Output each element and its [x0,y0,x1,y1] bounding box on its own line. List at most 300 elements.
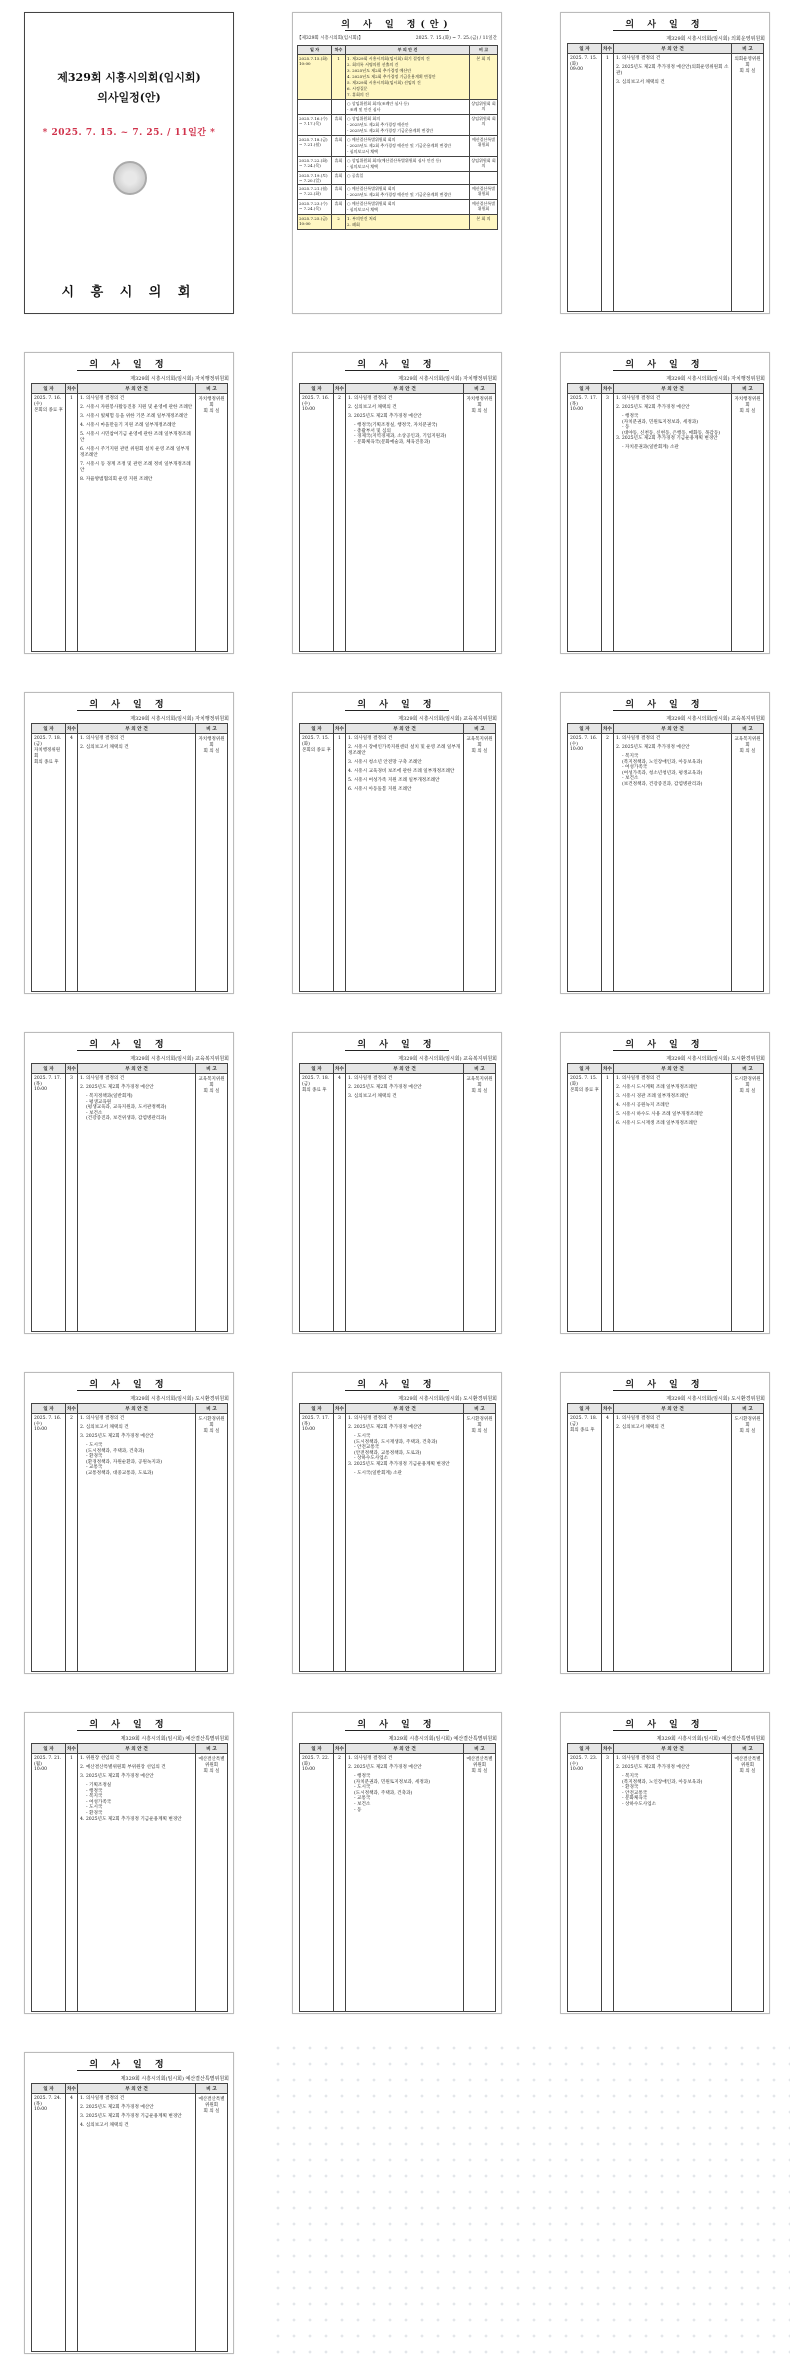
agenda-item: 3. 심의보고서 채택의 건 [348,1094,397,1099]
agenda-item: 4. 시흥시 공원녹지 조례안 [616,1103,670,1108]
title-underline [613,370,717,371]
agenda-item: 1. 의사일정 결정의 건 [80,396,125,401]
col-note-header: 비 고 [464,384,496,394]
agenda-page [560,12,770,314]
summary-items [346,55,470,100]
agenda-subitem: - 안전교통국 [354,1445,380,1451]
agenda-table [567,1403,764,1672]
summary-items [346,185,470,200]
agenda-subitem: - 평생교육원 [86,1099,112,1105]
agenda-note: 예산결산특별위원회 회 의 실 [196,2094,228,2352]
agenda-subitem: (도시정책과, 도시재생과, 주택과, 건축과) [354,1439,438,1445]
committee-session: 제329회 시흥시의회(임시회) 교육복지위원회 [398,716,497,722]
title-underline [613,30,717,31]
agenda-no: 4 [66,734,78,992]
agenda-subitem: - 여성가족국 [622,765,648,771]
agenda-item: 3. 시흥시 경관 조례 일부개정조례안 [616,1094,689,1099]
agenda-items [614,1414,732,1672]
agenda-page [292,1372,502,1674]
agenda-note: 교육복지위원회 회 의 실 [732,734,764,992]
committee-session: 제329회 시흥시의회(임시회) 교육복지위원회 [666,716,765,722]
col-date-header: 일 자 [568,1064,602,1074]
col-note-header: 비 고 [732,1404,764,1414]
agenda-items [346,1754,464,2012]
col-note-header: 비 고 [196,1064,228,1074]
agenda-subitem: - 도시국 [354,1785,371,1791]
col-date-header: 일 자 [32,1064,66,1074]
col-note-header: 비 고 [464,1064,496,1074]
agenda-items [614,734,732,992]
agenda-subitem: (복지정책과, 노인장애인과, 아동보육과) [622,759,703,765]
agenda-date: 2025. 7. 21. (월) 10:00 [32,1754,66,2012]
agenda-date: 2025. 7. 16. (수) 10:00 [568,734,602,992]
agenda-item: 2. 2025년도 제2회 추가경정 예산안 [348,1085,422,1090]
agenda-row [568,394,764,652]
col-note-header: 비 고 [196,724,228,734]
agenda-item: 1. 의사일정 결정의 건 [348,736,393,741]
committee-session: 제329회 시흥시의회(임시회) 도시환경위원회 [666,1396,765,1402]
summary-item: 1. 제329회 시흥시의회(임시회) 회기 결정의 건 [347,56,430,61]
col-item-header: 부 의 안 건 [78,1064,196,1074]
agenda-row [32,1754,228,2012]
agenda-subitem: - 상하수도사업소 [622,1801,657,1807]
col-item-header: 부 의 안 건 [346,384,464,394]
agenda-subitem: (대야동, 신천동, 신현동, 은행동, 매화동, 목감동) [622,430,721,436]
col-date-header: 일 자 [32,384,66,394]
agenda-page [24,1712,234,2014]
title-underline [77,2070,181,2071]
page-title: 의 사 일 정 [357,1720,437,1730]
summary-items [346,157,470,172]
col-note-header: 비 고 [196,384,228,394]
agenda-date: 2025. 7. 15. (화) 09:00 [568,54,602,312]
agenda-date: 2025. 7. 15. (화) 본회의 종료 후 [300,734,334,992]
col-no-header: 차수 [602,1404,614,1414]
agenda-item: 2. 2025년도 제2회 추가경정 예산안 [80,1085,154,1090]
agenda-no: 4 [334,1074,346,1332]
col-item-header: 부 의 안 건 [78,724,196,734]
agenda-item: 2. 2025년도 제2회 추가경정 예산안 [616,745,690,750]
col-item-header: 부 의 안 건 [614,1404,732,1414]
agenda-note: 자치행정위원회 회 의 실 [732,394,764,652]
summary-item: ○ 상임위원회 회의 [347,116,381,121]
agenda-item: 1. 의사일정 결정의 건 [616,396,661,401]
agenda-item: 6. 시흥시 아동돌봄 지원 조례안 [348,787,412,792]
summary-items [346,215,470,230]
agenda-subitem: - 도시국 [86,1443,103,1448]
agenda-row [300,1074,496,1332]
agenda-table [299,1063,496,1332]
summary-item: 7. 휴회의 건 [347,92,369,97]
agenda-no: 2 [66,1414,78,1672]
agenda-subitem: - 도시국 [86,1805,103,1811]
summary-items [346,136,470,157]
agenda-subitem: - 동 [622,425,630,431]
agenda-item: 3. 2025년도 제2회 추가경정 기금운용계획 변경안 [80,2114,182,2119]
agenda-item: 1. 의사일정 결정의 건 [348,1076,393,1081]
agenda-item: 5. 시흥시 시민참여기금 운영에 관한 조례 일부개정조례안 [80,432,191,443]
agenda-subitem: - 환경국 [622,1785,639,1791]
agenda-subitem: (교통정책과, 대중교통과, 도로과) [86,1470,154,1476]
agenda-no: 1 [66,1754,78,2012]
agenda-row [568,1754,764,2012]
agenda-item: 1. 의사일정 결정의 건 [348,396,393,401]
committee-session: 제329회 시흥시의회(임시회) 자치행정위원회 [130,716,229,722]
agenda-items [614,1074,732,1332]
col-item-header: 부 의 안 건 [614,1064,732,1074]
summary-note: 예산결산특별 위원회 [470,136,498,157]
col-no-header: 차수 [602,44,614,54]
summary-date: 2025.7.16.(수) ~ 7.17.(목) [298,115,332,136]
agenda-table [31,2083,228,2352]
agenda-item: 2. 시흥시 장애인가족지원센터 설치 및 운영 조례 일부개정조례안 [348,745,461,756]
summary-date [298,100,332,115]
col-no-header: 차수 [602,724,614,734]
agenda-subitem: - 도시국(일반회계) 소관 [354,1470,402,1476]
col-no-header: 차수 [66,724,78,734]
agenda-subitem: - 행정국 [622,414,639,419]
agenda-item: 3. 2025년도 제2회 추가경정 기금운용계획 변경안 [348,1461,450,1467]
page-title: 의 사 일 정 [89,700,169,710]
col-no-header: 차수 [66,2084,78,2094]
summary-note: 상임위원회 회 의 [470,100,498,115]
col-item-header: 부 의 안 건 [78,1404,196,1414]
committee-session: 제329회 시흥시의회(임시회) 도시환경위원회 [666,1056,765,1062]
title-underline [77,1390,181,1391]
summary-items [346,200,470,215]
col-item-header: 부 의 안 건 [614,384,732,394]
agenda-subitem: (평생교육과, 교육지원과, 도서관정책과) [86,1105,167,1111]
agenda-row [32,394,228,652]
agenda-page [24,352,234,654]
agenda-note: 교육복지위원회 회 의 실 [464,734,496,992]
page-title: 의 사 일 정 [357,1380,437,1390]
summary-item: - 심의보고서 채택 [347,149,378,154]
agenda-table [31,383,228,652]
col-item-header: 부 의 안 건 [346,46,470,55]
agenda-items [78,394,196,652]
col-item-header: 부 의 안 건 [78,2084,196,2094]
col-item-header: 부 의 안 건 [78,1744,196,1754]
agenda-note: 예산결산특별위원회 회 의 실 [196,1754,228,2012]
summary-note: 예산결산특별 위원회 [470,185,498,200]
agenda-date: 2025. 7. 16. (수) 10:00 [32,1414,66,1672]
agenda-subitem: (보건정책과, 건강증진과, 감염병관리과) [622,781,703,787]
title-underline [613,1730,717,1731]
summary-date: 2025.7.21.(월) ~ 7.22.(화) [298,185,332,200]
col-note-header: 비 고 [464,724,496,734]
committee-session: 제329회 시흥시의회(임시회) 의회운영위원회 [666,36,765,42]
agenda-item: 1. 의사일정 결정의 건 [80,2096,125,2101]
summary-note [470,172,498,185]
summary-row [298,136,498,157]
col-date-header: 일 자 [568,1744,602,1754]
agenda-note: 도시환경위원회 회 의 실 [732,1414,764,1672]
agenda-subitem: - 행정국 [86,1788,103,1794]
cover-council-name: 시 흥 시 의 회 [61,285,197,300]
agenda-note: 교육복지위원회 회 의 실 [464,1074,496,1332]
summary-row [298,115,498,136]
agenda-item: 2. 시흥시 도시계획 조례 일부개정조례안 [616,1085,698,1090]
col-date-header: 일 자 [298,46,332,55]
summary-note: 본 회 의 [470,215,498,230]
col-no-header: 차수 [334,1064,346,1074]
agenda-items [614,54,732,312]
summary-note: 상임위원회 회 의 [470,115,498,136]
agenda-no: 1 [602,54,614,312]
agenda-subitem: - 안전교통국 [622,1790,648,1796]
summary-header-row [297,35,497,41]
agenda-subitem: - 상하수도사업소 [354,1456,389,1462]
col-no-header: 차수 [66,384,78,394]
col-date-header: 일 자 [568,44,602,54]
agenda-items [346,1414,464,1672]
summary-item: ○ 예산결산특별위원회 회의 [347,137,396,142]
col-item-header: 부 의 안 건 [614,44,732,54]
title-underline [345,370,449,371]
summary-item: 4. 2025년도 제2회 추가경정 기금운용계획 변경안 [347,74,436,79]
agenda-item: 2. 2025년도 제2회 추가경정 예산안 [348,1425,422,1430]
page-title: 의 사 일 정 [89,1380,169,1390]
summary-row [298,185,498,200]
agenda-page [560,692,770,994]
summary-item: 2. 폐회 [347,222,360,227]
agenda-item: 1. 의사일정 결정의 건 [616,1416,661,1421]
title-underline [345,1730,449,1731]
title-underline [77,710,181,711]
title-underline [613,1050,717,1051]
agenda-item: 2. 2025년도 제2회 추가경정 예산안 [80,2105,154,2110]
summary-item: ○ 공휴일 [347,173,364,178]
agenda-note: 도시환경위원회 회 의 실 [464,1414,496,1672]
summary-item: - 심의보고서 채택 [347,207,378,212]
summary-no: 휴회 [332,136,346,157]
agenda-no: 1 [334,734,346,992]
summary-item: ○ 예산결산특별위원회 회의 [347,186,396,191]
agenda-subitem: - 문화체육국 [622,1796,648,1802]
agenda-page [560,1712,770,2014]
col-note-header: 비 고 [732,1744,764,1754]
agenda-subitem: (자치분권과, 민원토지정보과, 세정과) [354,1779,430,1785]
agenda-subitem: - 행정국 [354,1774,371,1779]
cover-agenda-title: 의사일정(안) [97,91,161,104]
col-item-header: 부 의 안 건 [346,724,464,734]
agenda-note: 의회운영위원회 회 의 실 [732,54,764,312]
agenda-item: 5. 시흥시 여성가족 지원 조례 일부개정조례안 [348,778,440,783]
agenda-page [560,1372,770,1674]
agenda-item: 1. 의사일정 결정의 건 [616,1756,661,1761]
col-no-header: 차수 [334,1744,346,1754]
col-date-header: 일 자 [568,1404,602,1414]
summary-date: 2025.7.23.(수) ~ 7.24.(목) [298,200,332,215]
col-note-header: 비 고 [732,724,764,734]
summary-title: 의 사 일 정(안) [341,20,453,30]
agenda-table [567,1063,764,1332]
page-title: 의 사 일 정 [625,1720,705,1730]
summary-items [346,172,470,185]
agenda-page [24,1372,234,1674]
page-title: 의 사 일 정 [89,1040,169,1050]
agenda-item: 8. 자율방범협의회 운영 지원 조례안 [80,477,153,482]
agenda-note: 교육복지위원회 회 의 실 [196,1074,228,1332]
agenda-page [24,2052,234,2354]
cover-session-title: 제329회 시흥시의회(임시회) [57,71,201,84]
agenda-item: 4. 시흥시 마을만들기 지원 조례 일부개정조례안 [80,423,176,428]
agenda-subitem: - 복지국 [622,1774,639,1779]
summary-item: 3. 2025년도 제2회 추가경정 예산안 [347,68,412,73]
agenda-item: 4. 시흥시 교육경비 보조에 관한 조례 일부개정조례안 [348,769,455,774]
summary-item: 5. 제329회 시흥시의회(임시회) 선임의 건 [347,80,421,85]
agenda-row [568,1414,764,1672]
agenda-item: 1. 의사일정 결정의 건 [616,736,661,741]
agenda-subitem: (환경정책과, 자원순환과, 공원녹지과) [86,1459,162,1465]
agenda-item: 2. 심의보고서 채택의 건 [348,405,397,410]
title-underline [345,1050,449,1051]
summary-no [332,100,346,115]
col-no-header: 차수 [602,1064,614,1074]
agenda-note: 자치행정위원회 회 의 실 [196,394,228,652]
summary-item: - 심의보고서 채택 [347,164,378,169]
agenda-item: 2. 심의보고서 채택의 건 [80,1425,129,1430]
agenda-row [300,394,496,652]
agenda-item: 2. 심의보고서 채택의 건 [616,1425,665,1430]
col-note-header: 비 고 [464,1404,496,1414]
agenda-subitem: (여성가족과, 청소년청년과, 평생교육과) [622,770,703,776]
col-note-header: 비 고 [470,46,498,55]
agenda-subitem: - 도시국 [354,1434,371,1439]
agenda-items [346,1074,464,1332]
agenda-row [300,734,496,992]
agenda-page [24,1032,234,1334]
col-no-header: 차수 [66,1064,78,1074]
agenda-subitem: - 경제국(지역경제과, 소상공인과, 기업지원과) [354,434,447,440]
agenda-subitem: - 보건소 [86,1110,103,1116]
summary-item: 6. 시정질문 [347,86,368,91]
committee-session: 제329회 시흥시의회(임시회) 도시환경위원회 [398,1396,497,1402]
title-underline [613,710,717,711]
agenda-row [32,734,228,992]
agenda-item: 2. 2025년도 제2회 추가경정 예산안 [616,1765,690,1770]
page-title: 의 사 일 정 [625,1040,705,1050]
agenda-subitem: - 문화체육국(문화예술과, 체육진흥과) [354,439,431,445]
summary-item: ○ 예산결산특별위원회 회의 [347,201,396,206]
agenda-table [31,1743,228,2012]
agenda-subitem: - 총괄부서 및 심의 [354,428,391,434]
agenda-date: 2025. 7. 18. (금) 자치행정위원회 회의 종료 후 [32,734,66,992]
agenda-item: 3. 심의보고서 채택의 건 [616,80,665,85]
agenda-row [32,1074,228,1332]
summary-item: - 2025년도 제2회 추가경정 예산안 및 기금운용계획 변경안 [347,192,452,197]
col-note-header: 비 고 [196,2084,228,2094]
agenda-item: 3. 시흥시 청소년 안전망 구축 조례안 [348,760,422,765]
agenda-row [300,1414,496,1672]
summary-no: 휴회 [332,200,346,215]
agenda-item: 4. 심의보고서 채택의 건 [80,2123,129,2128]
summary-date: 2025.7.15.(화) 10:00 [298,55,332,100]
agenda-subitem: - 교통국 [86,1465,103,1471]
committee-session: 제329회 시흥시의회(임시회) 교육복지위원회 [398,1056,497,1062]
agenda-subitem: (건강증진과, 보건위생과, 감염병관리과) [86,1116,167,1122]
page-title: 의 사 일 정 [625,360,705,370]
col-note-header: 비 고 [464,1744,496,1754]
agenda-subitem: - 복지정책과(일반회계) [86,1094,133,1099]
agenda-subitem: - 기획조정실 [86,1783,112,1788]
summary-table [297,45,498,230]
agenda-date: 2025. 7. 17. (목) 10:00 [32,1074,66,1332]
page-title: 의 사 일 정 [89,360,169,370]
council-seal-icon [113,161,147,195]
summary-date: 2025.7.19.(토) ~ 7.20.(일) [298,172,332,185]
agenda-item: 3. 2025년도 제2회 추가경정 예산안 [80,1774,154,1779]
agenda-subitem: - 보건소 [622,776,639,782]
agenda-date: 2025. 7. 22. (화) 10:00 [300,1754,334,2012]
agenda-row [568,1074,764,1332]
title-underline [345,1390,449,1391]
agenda-no: 2 [334,1754,346,2012]
summary-row [298,157,498,172]
col-date-header: 일 자 [300,1404,334,1414]
col-no-header: 차수 [334,384,346,394]
agenda-row [568,54,764,312]
agenda-items [346,734,464,992]
agenda-no: 1 [66,394,78,652]
col-date-header: 일 자 [300,384,334,394]
agenda-item: 2. 심의보고서 채택의 건 [80,745,129,750]
col-item-header: 부 의 안 건 [346,1064,464,1074]
agenda-item: 1. 의사일정 결정의 건 [348,1756,393,1761]
col-no-header: 차수 [334,724,346,734]
agenda-date: 2025. 7. 16. (수) 본회의 종료 후 [32,394,66,652]
col-note-header: 비 고 [732,44,764,54]
col-date-header: 일 자 [568,724,602,734]
summary-item: 1. 부의안건 처리 [347,216,377,221]
summary-row [298,215,498,230]
col-no-header: 차수 [332,46,346,55]
agenda-item: 2. 시흥시 자원봉사활동진흥 지원 및 운영에 관한 조례안 [80,405,193,410]
summary-no: 휴회 [332,172,346,185]
col-no-header: 차수 [602,384,614,394]
agenda-date: 2025. 7. 15. (화) 본회의 종료 후 [568,1074,602,1332]
agenda-subitem: (도시정책과, 주택과, 건축과) [86,1448,145,1454]
agenda-items [78,1074,196,1332]
agenda-subitem: - 보건소 [354,1801,371,1807]
agenda-page [560,352,770,654]
agenda-no: 3 [334,1414,346,1672]
agenda-subitem: (안전정책과, 교통정책과, 도로과) [354,1450,422,1456]
summary-note: 예산결산특별 위원회 [470,200,498,215]
page-title: 의 사 일 정 [89,1720,169,1730]
summary-item: - 2025년도 제2회 추가경정 기금운용계획 변경안 [347,128,434,133]
committee-session: 제329회 시흥시의회(임시회) 예산결산특별위원회 [120,2076,229,2082]
committee-session: 제329회 시흥시의회(임시회) 자치행정위원회 [398,376,497,382]
agenda-page [24,692,234,994]
col-date-header: 일 자 [32,1744,66,1754]
agenda-row [568,734,764,992]
agenda-items [78,1414,196,1672]
col-note-header: 비 고 [196,1404,228,1414]
title-underline [77,1050,181,1051]
page-title: 의 사 일 정 [357,700,437,710]
summary-items [346,115,470,136]
agenda-item: 3. 시흥시 빛체험 등을 위한 기본 조례 일부개정조례안 [80,414,188,419]
agenda-item: 2. 2025년도 제2회 추가경정 예산안 [616,405,690,410]
agenda-item: 3. 2025년도 제2회 추가경정 기금운용계획 변경안 [616,436,718,442]
agenda-items [78,1754,196,2012]
agenda-items [346,394,464,652]
agenda-no: 3 [602,394,614,652]
agenda-no: 2 [334,394,346,652]
agenda-date: 2025. 7. 23. (수) 10:00 [568,1754,602,2012]
